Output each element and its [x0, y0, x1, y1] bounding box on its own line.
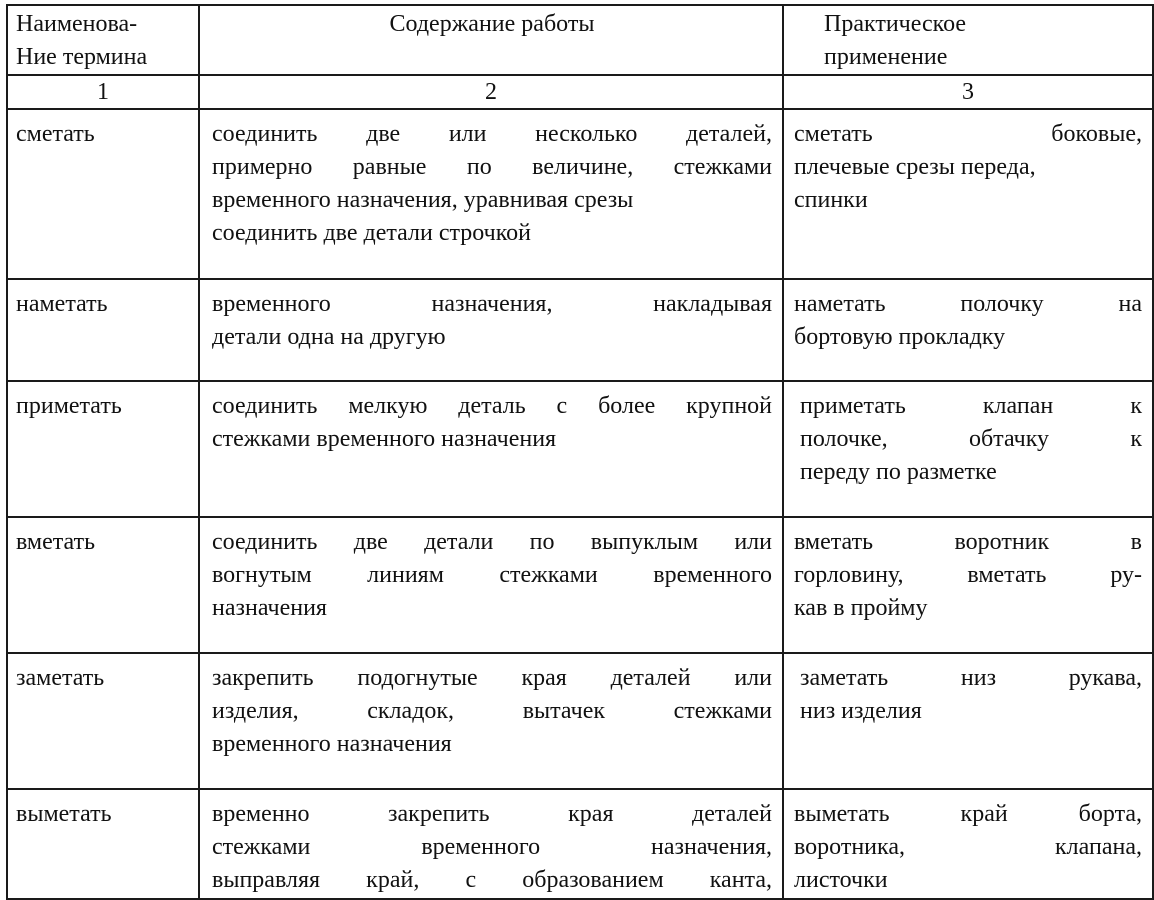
content-line: стежками временного назначения, — [212, 834, 772, 860]
content-cell — [199, 517, 783, 653]
table-row — [7, 653, 1153, 789]
terms-table — [6, 4, 1154, 900]
table-row — [7, 109, 1153, 279]
header-term-line2: Ние термина — [16, 44, 148, 70]
header-term — [7, 5, 199, 75]
content-line: соединить две или несколько деталей, — [212, 121, 772, 147]
term-cell: вметать — [7, 517, 199, 653]
application-line: низ изделия — [800, 698, 922, 724]
application-line: вметать воротник в — [794, 529, 1142, 555]
content-line: временно закрепить края деталей — [212, 801, 772, 827]
application-line: воротника, клапана, — [794, 834, 1142, 860]
term-cell: заметать — [7, 653, 199, 789]
content-line: назначения — [212, 595, 327, 621]
application-line: приметать клапан к — [800, 393, 1142, 419]
content-line: изделия, складок, вытачек стежками — [212, 698, 772, 724]
table-row — [7, 517, 1153, 653]
header-application-line1: Практическое — [824, 11, 967, 37]
header-content-label: Содержание работы — [389, 11, 595, 37]
header-row — [7, 5, 1153, 75]
application-line: переду по разметке — [800, 459, 997, 485]
application-cell — [783, 279, 1153, 381]
application-line: бортовую прокладку — [794, 324, 1006, 350]
content-line: временного назначения — [212, 731, 452, 757]
header-application — [783, 5, 1153, 75]
application-line: наметать полочку на — [794, 291, 1142, 317]
term-cell: выметать — [7, 789, 199, 899]
content-line: соединить мелкую деталь с более крупной — [212, 393, 772, 419]
table-row — [7, 789, 1153, 899]
application-line: спинки — [794, 187, 868, 213]
application-cell — [783, 109, 1153, 279]
application-line: выметать край борта, — [794, 801, 1142, 827]
application-line: кав в пройму — [794, 595, 928, 621]
application-line: плечевые срезы переда, — [794, 154, 1036, 180]
application-line: полочке, обтачку к — [800, 426, 1142, 452]
content-line: вогнутым линиям стежками временного — [212, 562, 772, 588]
header-application-line2: применение — [824, 44, 948, 70]
term-cell: сметать — [7, 109, 199, 279]
content-line: соединить две детали по выпуклым или — [212, 529, 772, 555]
content-cell — [199, 109, 783, 279]
header-term-line1: Наименова- — [16, 11, 138, 37]
column-number-3: 3 — [783, 75, 1153, 109]
table-row — [7, 279, 1153, 381]
term-cell: приметать — [7, 381, 199, 517]
content-cell — [199, 279, 783, 381]
header-content — [199, 5, 783, 75]
content-line: закрепить подогнутые края деталей или — [212, 665, 772, 691]
content-cell — [199, 381, 783, 517]
column-number-2: 2 — [199, 75, 783, 109]
column-number-1: 1 — [7, 75, 199, 109]
application-line: сметать боковые, — [794, 121, 1142, 147]
application-cell — [783, 381, 1153, 517]
content-cell — [199, 653, 783, 789]
application-cell — [783, 789, 1153, 899]
content-cell — [199, 789, 783, 899]
content-line: стежками временного назначения — [212, 426, 557, 452]
application-cell — [783, 653, 1153, 789]
content-line: примерно равные по величине, стежками — [212, 154, 772, 180]
application-line: заметать низ рукава, — [800, 665, 1142, 691]
column-number-row — [7, 75, 1153, 109]
application-cell — [783, 517, 1153, 653]
content-line: выправляя край, с образованием канта, — [212, 867, 772, 893]
term-cell: наметать — [7, 279, 199, 381]
application-line: листочки — [794, 867, 888, 893]
content-line: детали одна на другую — [212, 324, 446, 350]
content-line: временного назначения, уравнивая срезы — [212, 187, 634, 213]
content-line: соединить две детали строчкой — [212, 220, 532, 246]
content-line: временного назначения, накладывая — [212, 291, 772, 317]
table-row — [7, 381, 1153, 517]
application-line: горловину, вметать ру- — [794, 562, 1142, 588]
